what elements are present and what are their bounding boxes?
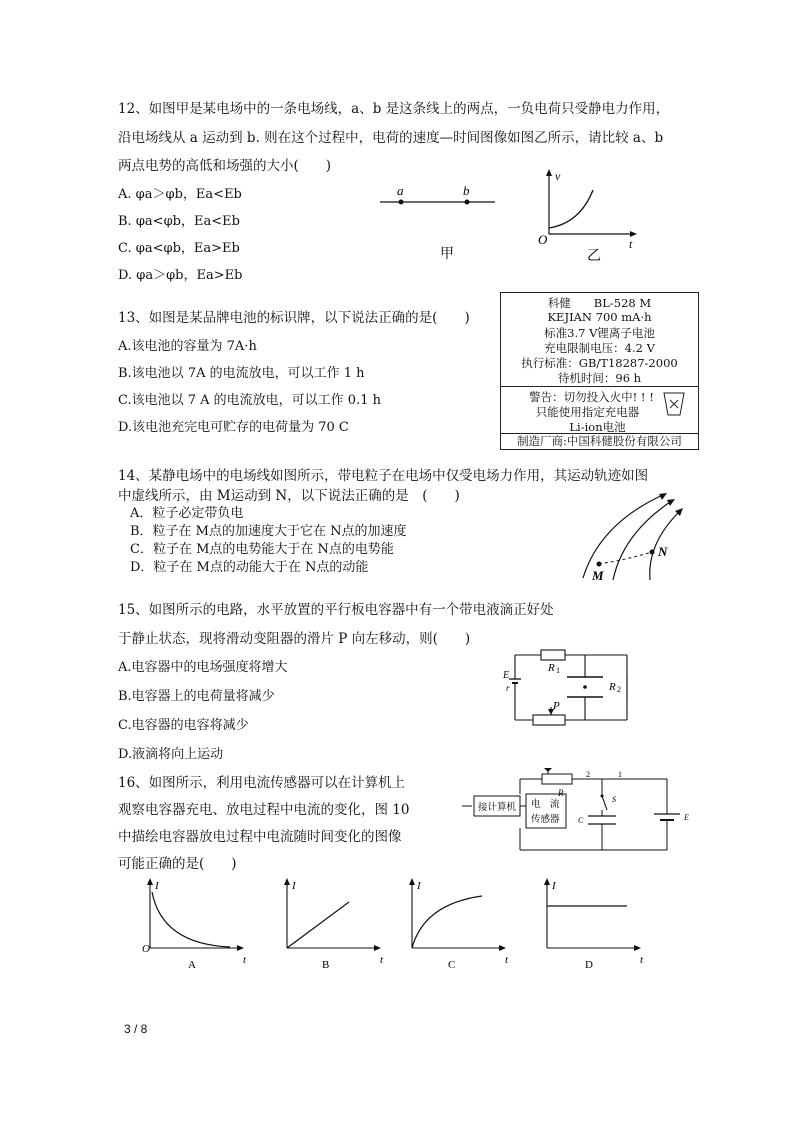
v-axis-arrow xyxy=(546,169,552,176)
q13-option-c[interactable]: C.该电池以 7 A 的电流放电，可以工作 0.1 h xyxy=(118,393,381,408)
q14-option-a[interactable]: A．粒子必定带负电 xyxy=(130,506,244,521)
q16-stem-line3: 中描绘电容器放电过程中电流随时间变化的图像 xyxy=(118,829,402,845)
rheostat xyxy=(533,715,565,725)
q14-stem-line2: 中虚线所示，由 M运动到 N，以下说法正确的是 ( ) xyxy=(118,488,460,504)
point-m-dot xyxy=(597,562,602,567)
graph-a-xaxis: t xyxy=(243,954,247,966)
q14-option-b[interactable]: B．粒子在 M点的加速度大于它在 N点的加速度 xyxy=(130,524,407,539)
point-a-label: a xyxy=(397,183,404,198)
page-number: 3 / 8 xyxy=(124,1022,148,1036)
q13-stem: 13、如图是某品牌电池的标识牌，以下说法正确的是( ) xyxy=(118,310,470,326)
graph-d-caption: D xyxy=(585,959,593,971)
q12-option-c[interactable]: C. φa<φb，Ea>Eb xyxy=(118,241,240,256)
label-r: R xyxy=(558,788,564,798)
graph-c-xaxis: t xyxy=(505,954,509,966)
q12-option-a[interactable]: A. φa＞φb，Ea<Eb xyxy=(118,187,242,202)
battery-standby: 待机时间：96 h xyxy=(557,371,642,385)
sensor-label-1: 电 流 xyxy=(531,800,560,810)
graph-c-yaxis: I xyxy=(417,880,421,892)
q15-option-b[interactable]: B.电容器上的电荷量将减少 xyxy=(118,689,275,704)
q16-stem-line2: 观察电容器充电、放电过程中电流的变化，图 10 xyxy=(118,802,410,818)
battery-capacity: KEJIAN 700 mA·h xyxy=(547,310,652,324)
q12-option-d[interactable]: D. φa＞φb，Ea>Eb xyxy=(118,268,243,283)
q12-stem-line2: 沿电场线从 a 运动到 b. 则在这个过程中，电荷的速度—时间图像如图乙所示，请比较 a、b xyxy=(118,130,664,146)
battery-maker: 制造厂商:中国科健股份有限公司 xyxy=(517,434,682,448)
q15-option-a[interactable]: A.电容器中的电场强度将增大 xyxy=(118,660,288,675)
figure-jia-caption: 甲 xyxy=(440,247,454,262)
q15-option-d[interactable]: D.液滴将向上运动 xyxy=(118,747,224,762)
graph-c[interactable] xyxy=(402,876,522,972)
battery-charge-voltage: 充电限制电压：4.2 V xyxy=(544,341,655,355)
point-m-label: M xyxy=(592,568,604,583)
graph-c-caption: C xyxy=(448,959,456,971)
battery-type: 标准3.7 V锂离子电池 xyxy=(544,326,655,340)
label-pos-2: 2 xyxy=(586,770,590,779)
label-pos-1: 1 xyxy=(618,770,622,779)
graph-c-curve xyxy=(412,896,482,948)
resistor-r xyxy=(542,774,572,784)
battery-brand: 科健 BL-528 M xyxy=(547,296,652,310)
trajectory-dashed xyxy=(599,552,652,564)
sensor-label-2: 传感器 xyxy=(531,815,560,825)
point-b-dot xyxy=(465,200,470,205)
q16-stem-line1: 16、如图所示，利用电流传感器可以在计算机上 xyxy=(118,775,406,791)
q15-option-c[interactable]: C.电容器的电容将减少 xyxy=(118,718,249,733)
charged-droplet xyxy=(583,685,587,689)
q15-stem-line1: 15、如图所示的电路，水平放置的平行板电容器中有一个带电液滴正好处 xyxy=(118,602,554,618)
graph-a-yaxis: I xyxy=(155,880,159,892)
label-c: C xyxy=(578,816,584,825)
graph-b-caption: B xyxy=(322,959,330,971)
label-r2: R xyxy=(609,681,616,693)
label-e: E xyxy=(684,813,689,822)
battery-liion: Li-ion电池 xyxy=(569,420,626,434)
graph-b-line xyxy=(287,902,349,948)
point-a-dot xyxy=(399,200,404,205)
q14-option-c[interactable]: C．粒子在 M点的电势能大于在 N点的电势能 xyxy=(130,542,394,557)
label-divider xyxy=(501,386,698,387)
q15-circuit-figure xyxy=(503,645,633,735)
computer-label: 接计算机 xyxy=(478,803,517,813)
battery-label-plate xyxy=(500,292,699,450)
q12-option-b[interactable]: B. φa<φb，Ea<Eb xyxy=(118,214,240,229)
graph-d[interactable] xyxy=(537,876,657,972)
q13-option-b[interactable]: B.该电池以 7A 的电流放电，可以工作 1 h xyxy=(118,366,365,381)
switch-s[interactable] xyxy=(602,796,607,810)
vt-curve xyxy=(549,190,593,228)
label-r: r xyxy=(506,683,510,693)
point-n-label: N xyxy=(658,544,668,559)
q13-option-d[interactable]: D.该电池充完电可贮存的电荷量为 70 C xyxy=(118,420,349,435)
q16-stem-line4: 可能正确的是( ) xyxy=(118,856,237,872)
label-r1-sub: 1 xyxy=(556,666,560,675)
label-p: P xyxy=(553,700,560,712)
resistor-r1 xyxy=(541,650,565,660)
q14-stem-line1: 14、某静电场中的电场线如图所示，带电粒子在电场中仅受电场力作用，其运动轨迹如图 xyxy=(118,468,649,484)
v-axis-label: v xyxy=(555,169,561,183)
q14-option-d[interactable]: D．粒子在 M点的动能大于在 N点的动能 xyxy=(130,560,369,575)
battery-standard: 执行标准：GB/T18287-2000 xyxy=(521,356,678,370)
graph-d-xaxis: t xyxy=(640,954,644,966)
q14-field-figure xyxy=(575,488,690,583)
q16-circuit-figure xyxy=(462,768,692,858)
q12-figure-yi xyxy=(535,168,645,268)
label-r1: R xyxy=(548,662,555,674)
graph-a-curve xyxy=(152,892,230,947)
graph-b-yaxis: I xyxy=(292,880,296,892)
field-line-2 xyxy=(613,500,673,580)
graph-d-yaxis: I xyxy=(552,880,556,892)
battery-charger-note: 只能使用指定充电器 xyxy=(535,405,640,419)
point-n-dot xyxy=(650,550,655,555)
label-s: S xyxy=(612,795,616,804)
no-fire-bin-icon xyxy=(661,389,687,417)
battery-warning: 警告：切勿投入火中! ! ! xyxy=(529,390,654,404)
q12-figure-jia xyxy=(380,180,510,270)
label-r2-sub: 2 xyxy=(617,685,621,694)
graph-b-xaxis: t xyxy=(380,954,384,966)
label-e: E xyxy=(503,670,510,681)
point-b-label: b xyxy=(463,183,470,198)
field-line-1 xyxy=(583,494,665,578)
origin-label: O xyxy=(538,232,548,247)
graph-a[interactable] xyxy=(140,876,260,972)
graph-a-caption: A xyxy=(188,959,196,971)
q12-stem-line3: 两点电势的高低和场强的大小( ) xyxy=(118,158,332,174)
q15-stem-line2: 于静止状态，现将滑动变阻器的滑片 P 向左移动，则( ) xyxy=(118,631,471,647)
q13-option-a[interactable]: A.该电池的容量为 7A·h xyxy=(118,339,257,354)
q12-stem-line1: 12、如图甲是某电场中的一条电场线，a、b 是这条线上的两点，一负电荷只受静电力作用， xyxy=(118,101,670,117)
t-axis-label: t xyxy=(629,237,633,251)
svg-text:O: O xyxy=(142,943,150,955)
graph-b[interactable] xyxy=(277,876,397,972)
figure-yi-caption: 乙 xyxy=(587,249,601,264)
